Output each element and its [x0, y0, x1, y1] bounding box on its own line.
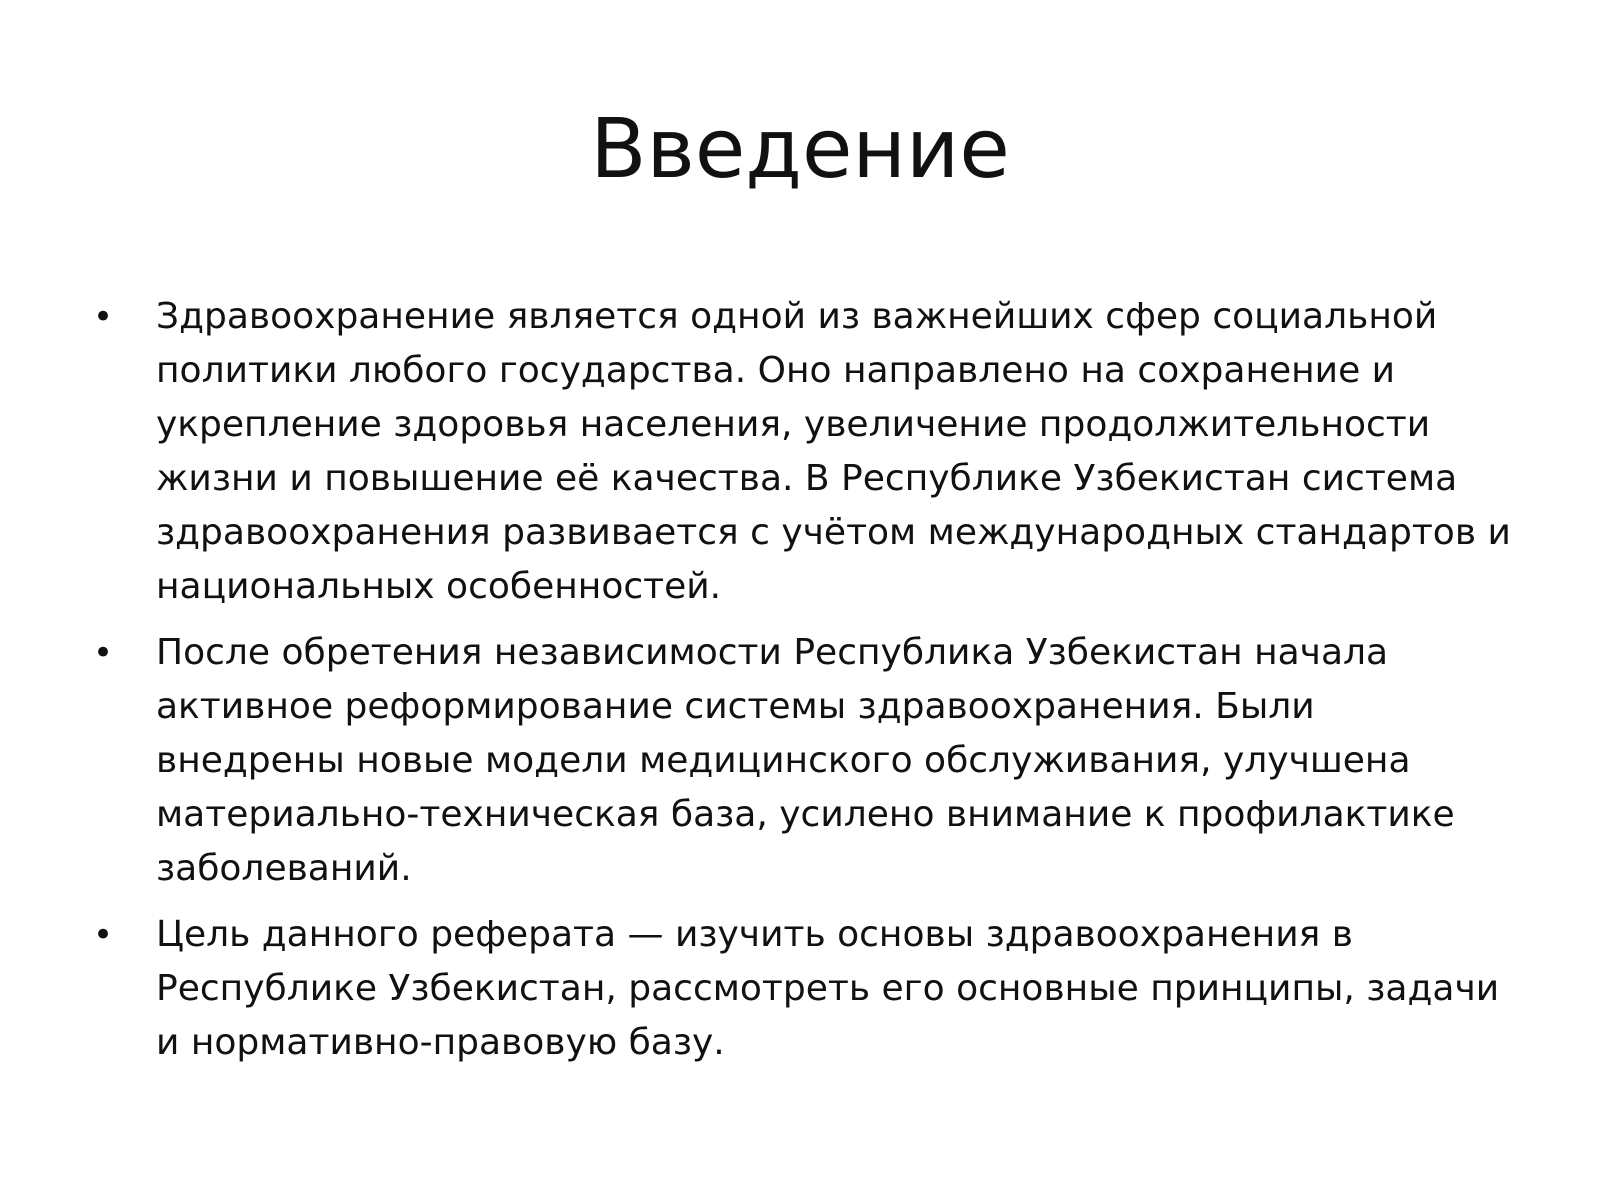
bullet-dot-icon: • [93, 297, 114, 337]
bullet-item [93, 290, 1513, 614]
bullet-item [93, 626, 1513, 896]
slide-title: Введение [590, 102, 1010, 197]
bullet-item [93, 908, 1513, 1070]
bullet-text: Здравоохранение является одной из важнейших сфер социальной политики любого государства. Оно направлено на сохранение и укрепление здоровья населения, увеличение продолжительности жизни и повышение её качества. В Республике Узбекистан система здравоохранения развивается с учётом международных стандартов и национальных особенностей. [156, 296, 1511, 607]
bullet-text: После обретения независимости Республика Узбекистан начала активное реформирование системы здравоохранения. Были внедрены новые модели медицинского обслуживания, улучшена материально-техническая база, усилено внимание к профилактике заболеваний. [156, 632, 1455, 889]
bullet-list [93, 290, 1513, 1082]
bullet-dot-icon: • [93, 915, 114, 955]
bullet-dot-icon: • [93, 633, 114, 673]
bullet-text: Цель данного реферата — изучить основы здравоохранения в Республике Узбекистан, рассмотреть его основные принципы, задачи и нормативно-правовую базу. [156, 914, 1500, 1063]
